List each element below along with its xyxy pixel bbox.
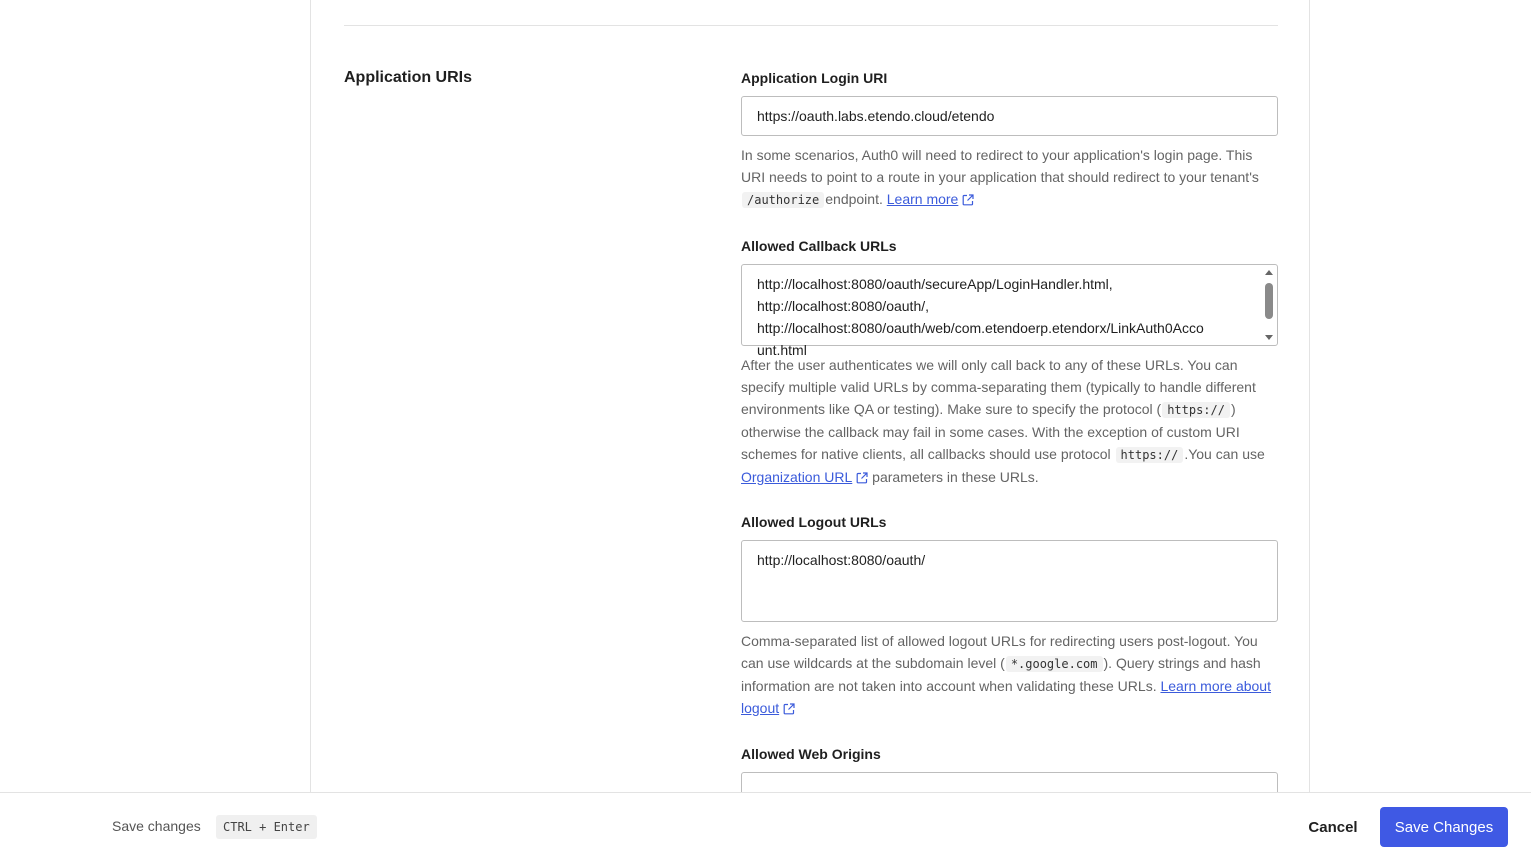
login-uri-help <box>741 144 1278 211</box>
callback-help-text-4: parameters in these URLs. <box>872 469 1039 485</box>
keyboard-shortcut: CTRL + Enter <box>216 815 317 839</box>
settings-card <box>310 0 1310 792</box>
https-code: https:// <box>1116 447 1184 463</box>
scroll-down-arrow-icon[interactable] <box>1265 335 1273 340</box>
logout-urls-textarea[interactable] <box>741 540 1278 622</box>
login-uri-input[interactable]: https://oauth.labs.etendo.cloud/etendo <box>741 96 1278 136</box>
callback-urls-label: Allowed Callback URLs <box>741 238 897 254</box>
section-divider <box>344 25 1278 26</box>
external-link-icon[interactable] <box>783 703 795 715</box>
callback-url-line: http://localhost:8080/oauth/, <box>757 298 930 314</box>
external-link-icon[interactable] <box>856 472 868 484</box>
login-uri-help-text-2: endpoint. <box>825 191 883 207</box>
save-changes-button[interactable]: Save Changes <box>1380 807 1508 847</box>
authorize-code: /authorize <box>742 192 824 208</box>
callback-url-line: http://localhost:8080/oauth/web/com.etendoerp.etendorx/LinkAuth0Acco <box>757 320 1204 336</box>
callback-urls-help <box>741 354 1278 488</box>
logout-urls-label: Allowed Logout URLs <box>741 514 887 530</box>
external-link-icon[interactable] <box>962 194 974 206</box>
callback-url-line: unt.html <box>757 342 807 358</box>
logout-url-line: http://localhost:8080/oauth/ <box>757 552 926 568</box>
google-wildcard-code: *.google.com <box>1006 656 1103 672</box>
logout-urls-group <box>741 513 1278 719</box>
learn-more-logout-link[interactable]: Learn more about logout <box>741 678 1271 716</box>
logout-urls-help <box>741 630 1278 719</box>
login-uri-help-text: In some scenarios, Auth0 will need to redirect to your application's login page. This URI needs to point to a route in your application that should redirect to your tenant's <box>741 147 1259 185</box>
web-origins-label: Allowed Web Origins <box>741 746 881 762</box>
scroll-thumb[interactable] <box>1265 283 1273 319</box>
login-uri-label: Application Login URI <box>741 70 888 86</box>
callback-help-text: After the user authenticates we will only call back to any of these URLs. You can specify multiple valid URLs by comma-separating them (typically to handle different environments like QA or testing). Make sure to specify the protocol ( <box>741 357 1256 417</box>
organization-url-link[interactable]: Organization URL <box>741 469 853 485</box>
https-code: https:// <box>1162 402 1230 418</box>
cancel-button[interactable]: Cancel <box>1297 807 1369 847</box>
section-title: Application URIs <box>344 69 473 86</box>
callback-urls-textarea[interactable] <box>741 264 1278 358</box>
scroll-up-arrow-icon[interactable] <box>1265 270 1273 275</box>
save-footer-bar <box>0 792 1531 852</box>
logout-help-text: Comma-separated list of allowed logout URLs for redirecting users post-logout. You can use wildcards at the subdomain level ( <box>741 633 1258 671</box>
callback-url-line: http://localhost:8080/oauth/secureApp/LoginHandler.html, <box>757 276 1113 292</box>
callback-help-text-3: .You can use <box>1184 446 1265 462</box>
learn-more-link[interactable]: Learn more <box>886 191 959 207</box>
callback-help-text-2: ) otherwise the callback may fail in some cases. With the exception of custom URI schemes for native clients, all callbacks should use protocol <box>741 401 1240 462</box>
textarea-scrollbar[interactable] <box>1263 267 1275 343</box>
login-uri-group <box>741 69 1278 211</box>
save-changes-hint: Save changes <box>112 818 201 834</box>
callback-urls-group <box>741 237 1278 488</box>
logout-help-text-2: ). Query strings and hash information are not taken into account when validating these URLs. <box>741 655 1261 694</box>
